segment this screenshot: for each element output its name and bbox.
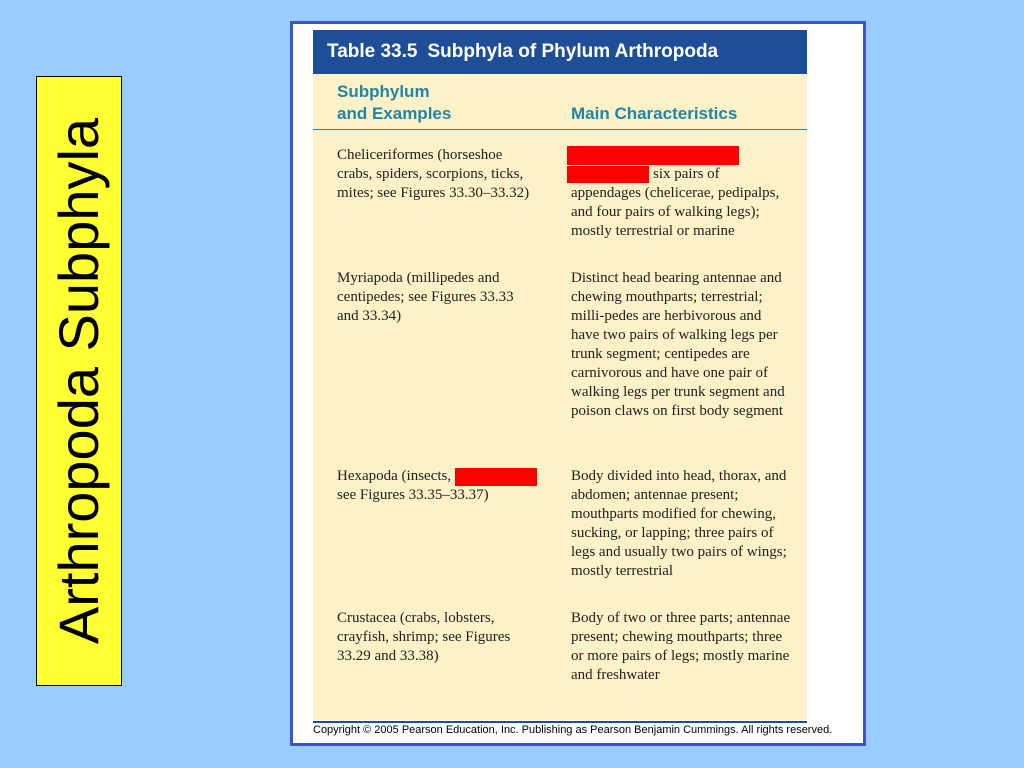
table-body bbox=[313, 30, 807, 720]
row-myriapoda-examples: Myriapoda (millipedes and centipedes; see Figures 33.33 and 33.34) bbox=[337, 270, 514, 324]
row-cheliceriformes-characteristics bbox=[571, 146, 791, 241]
column-header-characteristics: Main Characteristics bbox=[571, 104, 738, 123]
row-crustacea-characteristics: Body of two or three parts; antennae present; chewing mouthparts; three or more pairs of legs; mostly marine and freshwater bbox=[571, 610, 791, 683]
table-header bbox=[313, 30, 807, 74]
column-header-line: and Examples bbox=[337, 104, 452, 123]
redaction-box bbox=[567, 146, 739, 165]
redaction-box bbox=[455, 468, 537, 486]
examples-text: see Figures 33.35–33.37) bbox=[337, 487, 489, 503]
redaction-box bbox=[567, 166, 649, 183]
row-crustacea-examples: Crustacea (crabs, lobsters, crayfish, shrimp; see Figures 33.29 and 33.38) bbox=[337, 610, 511, 664]
table-title: Subphyla of Phylum Arthropoda bbox=[427, 41, 719, 62]
examples-text: Hexapoda (insects, bbox=[337, 468, 452, 484]
column-header-subphylum bbox=[337, 81, 537, 125]
column-header-line: Subphylum bbox=[337, 82, 430, 101]
row-hexapoda-characteristics: Body divided into head, thorax, and abdomen; antennae present; mouthparts modified for chewing, sucking, or lapping; three pairs of legs and usually two pairs of wings; mostly terrestrial bbox=[571, 468, 787, 579]
row-cheliceriformes-examples: Cheliceriformes (horseshoe crabs, spiders, scorpions, ticks, mites; see Figures 33.30–33.32) bbox=[337, 147, 530, 201]
side-title-box bbox=[36, 76, 122, 686]
table-number: Table 33.5 bbox=[327, 41, 418, 62]
characteristics-text: six pairs of appendages (chelicerae, pedipalps, and four pairs of walking legs); mostly terrestrial or marine bbox=[571, 166, 780, 239]
row-hexapoda-examples bbox=[337, 467, 537, 505]
row-myriapoda-characteristics: Distinct head bearing antennae and chewing mouthparts; terrestrial; milli-pedes are herbivorous and have two pairs of walking legs per trunk segment; centipedes are carnivorous and have one pair of walking legs per trunk segment and poison claws on first body segment bbox=[571, 270, 785, 419]
slide-title: Arthropoda Subphyla bbox=[47, 117, 110, 645]
table-bottom-rule bbox=[313, 721, 807, 723]
table-figure bbox=[290, 21, 866, 746]
header-divider bbox=[313, 129, 807, 130]
copyright-notice: Copyright © 2005 Pearson Education, Inc. Publishing as Pearson Benjamin Cummings. All rights reserved. bbox=[313, 724, 833, 736]
